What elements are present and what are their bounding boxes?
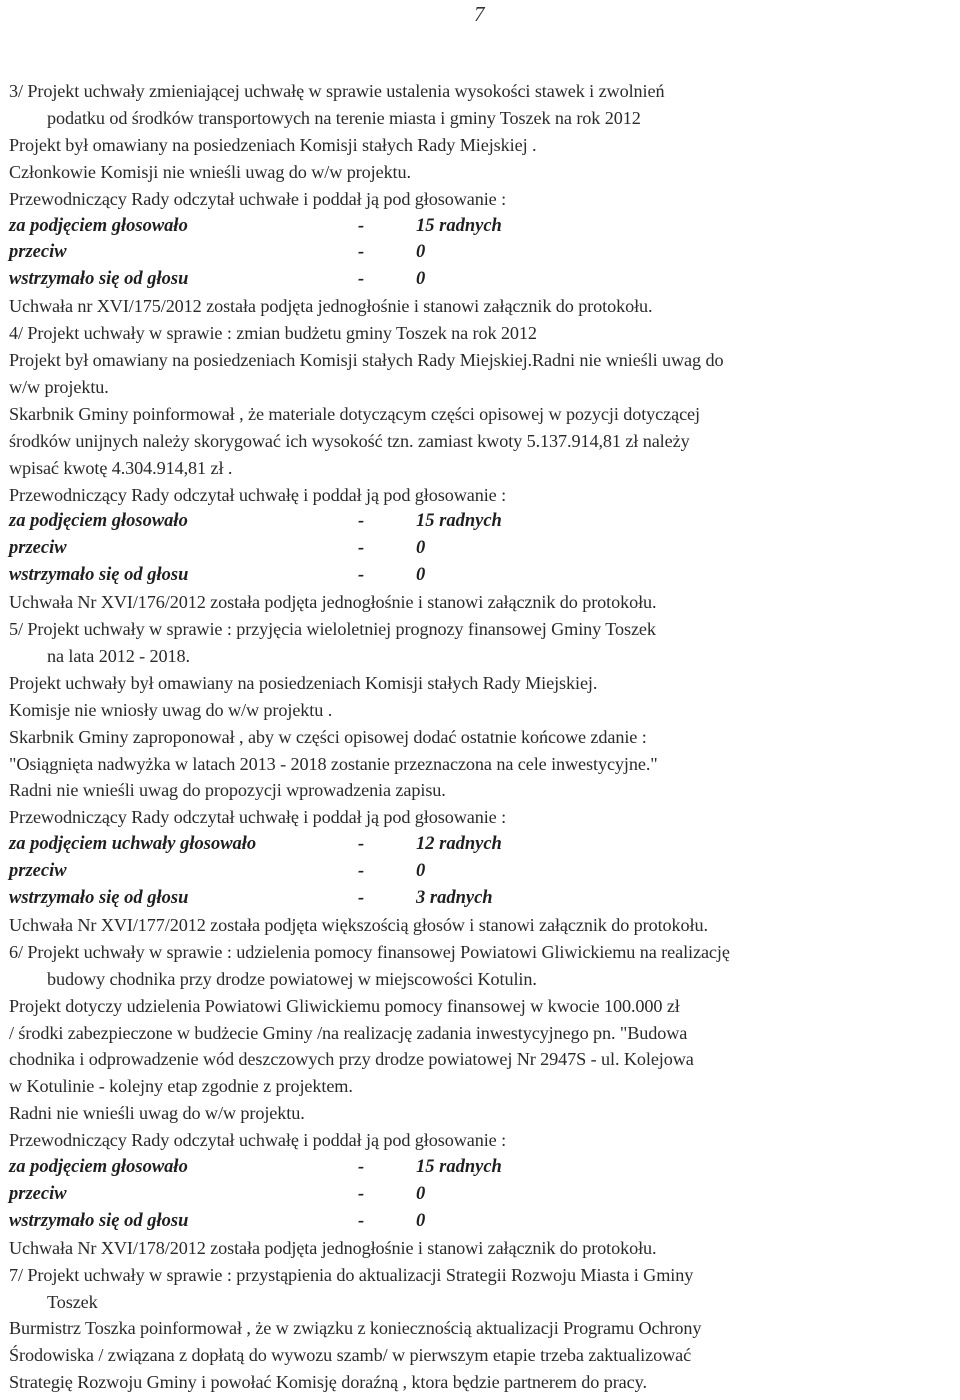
vote-result-row xyxy=(0,267,700,293)
vote-value: 0 xyxy=(416,269,426,289)
vote-result-row xyxy=(0,1209,700,1235)
text-line: Projekt dotyczy udzielenia Powiatowi Gliwickiemu pomocy finansowej w kwocie 100.000 zł xyxy=(9,996,680,1016)
vote-label: wstrzymało się od głosu xyxy=(9,888,189,908)
vote-value: 15 radnych xyxy=(416,1157,502,1177)
text-line: w Kotulinie - kolejny etap zgodnie z projektem. xyxy=(9,1076,353,1096)
vote-dash: - xyxy=(358,834,365,854)
vote-label: wstrzymało się od głosu xyxy=(9,565,189,585)
text-line: Skarbnik Gminy zaproponował , aby w części opisowej dodać ostatnie końcowe zdanie : xyxy=(9,727,647,747)
text-line: Przewodniczący Rady odczytał uchwałę i poddał ją pod głosowanie : xyxy=(9,485,507,505)
text-line: chodnika i odprowadzenie wód deszczowych przy drodze powiatowej Nr 2947S - ul. Kolejowa xyxy=(9,1049,694,1069)
page-number: 7 xyxy=(474,2,485,26)
text-line: 5/ Projekt uchwały w sprawie : przyjęcia wieloletniej prognozy finansowej Gminy Toszek xyxy=(9,619,656,639)
vote-dash: - xyxy=(358,1184,365,1204)
vote-result-row xyxy=(0,1155,700,1181)
text-line: Uchwała nr XVI/175/2012 została podjęta jednogłośnie i stanowi załącznik do protokołu. xyxy=(9,296,653,316)
text-line: Uchwała Nr XVI/176/2012 została podjęta jednogłośnie i stanowi załącznik do protokołu. xyxy=(9,592,657,612)
vote-result-row xyxy=(0,563,700,589)
vote-dash: - xyxy=(358,216,365,236)
vote-value: 0 xyxy=(416,242,426,262)
vote-dash: - xyxy=(358,269,365,289)
vote-value: 0 xyxy=(416,538,426,558)
text-line: budowy chodnika przy drodze powiatowej w miejscowości Kotulin. xyxy=(47,969,537,989)
text-line: wpisać kwotę 4.304.914,81 zł . xyxy=(9,458,233,478)
vote-result-row xyxy=(0,1182,700,1208)
vote-result-row xyxy=(0,214,700,240)
vote-label: za podjęciem uchwały głosowało xyxy=(9,834,257,854)
text-line: Przewodniczący Rady odczytał uchwałe i poddał ją pod głosowanie : xyxy=(9,189,507,209)
text-line: "Osiągnięta nadwyżka w latach 2013 - 2018 zostanie przeznaczona na cele inwestycyjne." xyxy=(9,754,658,774)
text-line: Strategię Rozwoju Gminy i powołać Komisję doraźną , ktora będzie partnerem do pracy. xyxy=(9,1372,647,1392)
vote-value: 0 xyxy=(416,861,426,881)
text-line: w/w projektu. xyxy=(9,377,109,397)
vote-label: przeciw xyxy=(9,538,67,558)
vote-value: 0 xyxy=(416,1184,426,1204)
text-line: podatku od środków transportowych na terenie miasta i gminy Toszek na rok 2012 xyxy=(47,108,641,128)
text-line: środków unijnych należy skorygować ich wysokość tzn. zamiast kwoty 5.137.914,81 zł należy xyxy=(9,431,690,451)
vote-label: przeciw xyxy=(9,242,67,262)
vote-result-row xyxy=(0,859,700,885)
text-line: Skarbnik Gminy poinformował , że materiale dotyczącym części opisowej w pozycji dotyczącej xyxy=(9,404,700,424)
text-line: / środki zabezpieczone w budżecie Gminy /na realizację zadania inwestycyjnego pn. "Budowa xyxy=(9,1023,688,1043)
text-line: Radni nie wnieśli uwag do propozycji wprowadzenia zapisu. xyxy=(9,780,446,800)
vote-dash: - xyxy=(358,888,365,908)
vote-dash: - xyxy=(358,565,365,585)
text-line: Przewodniczący Rady odczytał uchwałę i poddał ją pod głosowanie : xyxy=(9,1130,507,1150)
text-line: Toszek xyxy=(47,1292,98,1312)
vote-value: 0 xyxy=(416,565,426,585)
text-line: Radni nie wnieśli uwag do w/w projektu. xyxy=(9,1103,305,1123)
vote-value: 15 radnych xyxy=(416,216,502,236)
vote-label: przeciw xyxy=(9,861,67,881)
vote-label: za podjęciem głosowało xyxy=(9,1157,188,1177)
text-line: Przewodniczący Rady odczytał uchwałę i poddał ją pod głosowanie : xyxy=(9,807,507,827)
text-line: Projekt był omawiany na posiedzeniach Komisji stałych Rady Miejskiej . xyxy=(9,135,537,155)
text-line: Burmistrz Toszka poinformował , że w związku z koniecznością aktualizacji Programu Ochrony xyxy=(9,1318,702,1338)
vote-label: za podjęciem głosowało xyxy=(9,511,188,531)
vote-label: przeciw xyxy=(9,1184,67,1204)
vote-result-row xyxy=(0,886,700,912)
text-line: Członkowie Komisji nie wnieśli uwag do w/w projektu. xyxy=(9,162,411,182)
vote-label: wstrzymało się od głosu xyxy=(9,269,189,289)
vote-dash: - xyxy=(358,861,365,881)
vote-result-row xyxy=(0,832,700,858)
text-line: Projekt uchwały był omawiany na posiedzeniach Komisji stałych Rady Miejskiej. xyxy=(9,673,598,693)
text-line: 4/ Projekt uchwały w sprawie : zmian budżetu gminy Toszek na rok 2012 xyxy=(9,323,537,343)
text-line: Uchwała Nr XVI/178/2012 została podjęta jednogłośnie i stanowi załącznik do protokołu. xyxy=(9,1238,657,1258)
vote-dash: - xyxy=(358,1211,365,1231)
text-line: 3/ Projekt uchwały zmieniającej uchwałę w sprawie ustalenia wysokości stawek i zwolnień xyxy=(9,81,665,101)
vote-result-row xyxy=(0,509,700,535)
vote-value: 15 radnych xyxy=(416,511,502,531)
text-line: Uchwała Nr XVI/177/2012 została podjęta większością głosów i stanowi załącznik do protokołu. xyxy=(9,915,708,935)
vote-dash: - xyxy=(358,242,365,262)
text-line: na lata 2012 - 2018. xyxy=(47,646,190,666)
vote-value: 12 radnych xyxy=(416,834,502,854)
vote-dash: - xyxy=(358,538,365,558)
vote-value: 3 radnych xyxy=(416,888,493,908)
vote-result-row xyxy=(0,240,700,266)
vote-label: za podjęciem głosowało xyxy=(9,216,188,236)
text-line: 6/ Projekt uchwały w sprawie : udzielenia pomocy finansowej Powiatowi Gliwickiemu na realizację xyxy=(9,942,730,962)
vote-label: wstrzymało się od głosu xyxy=(9,1211,189,1231)
text-line: Środowiska / związana z dopłatą do wywozu szamb/ w pierwszym etapie trzeba zaktualizować xyxy=(9,1345,692,1365)
text-line: 7/ Projekt uchwały w sprawie : przystąpienia do aktualizacji Strategii Rozwoju Miasta i Gminy xyxy=(9,1265,694,1285)
vote-dash: - xyxy=(358,511,365,531)
text-line: Komisje nie wniosły uwag do w/w projektu . xyxy=(9,700,333,720)
text-line: Projekt był omawiany na posiedzeniach Komisji stałych Rady Miejskiej.Radni nie wnieśli uwag do xyxy=(9,350,724,370)
vote-value: 0 xyxy=(416,1211,426,1231)
vote-result-row xyxy=(0,536,700,562)
vote-dash: - xyxy=(358,1157,365,1177)
